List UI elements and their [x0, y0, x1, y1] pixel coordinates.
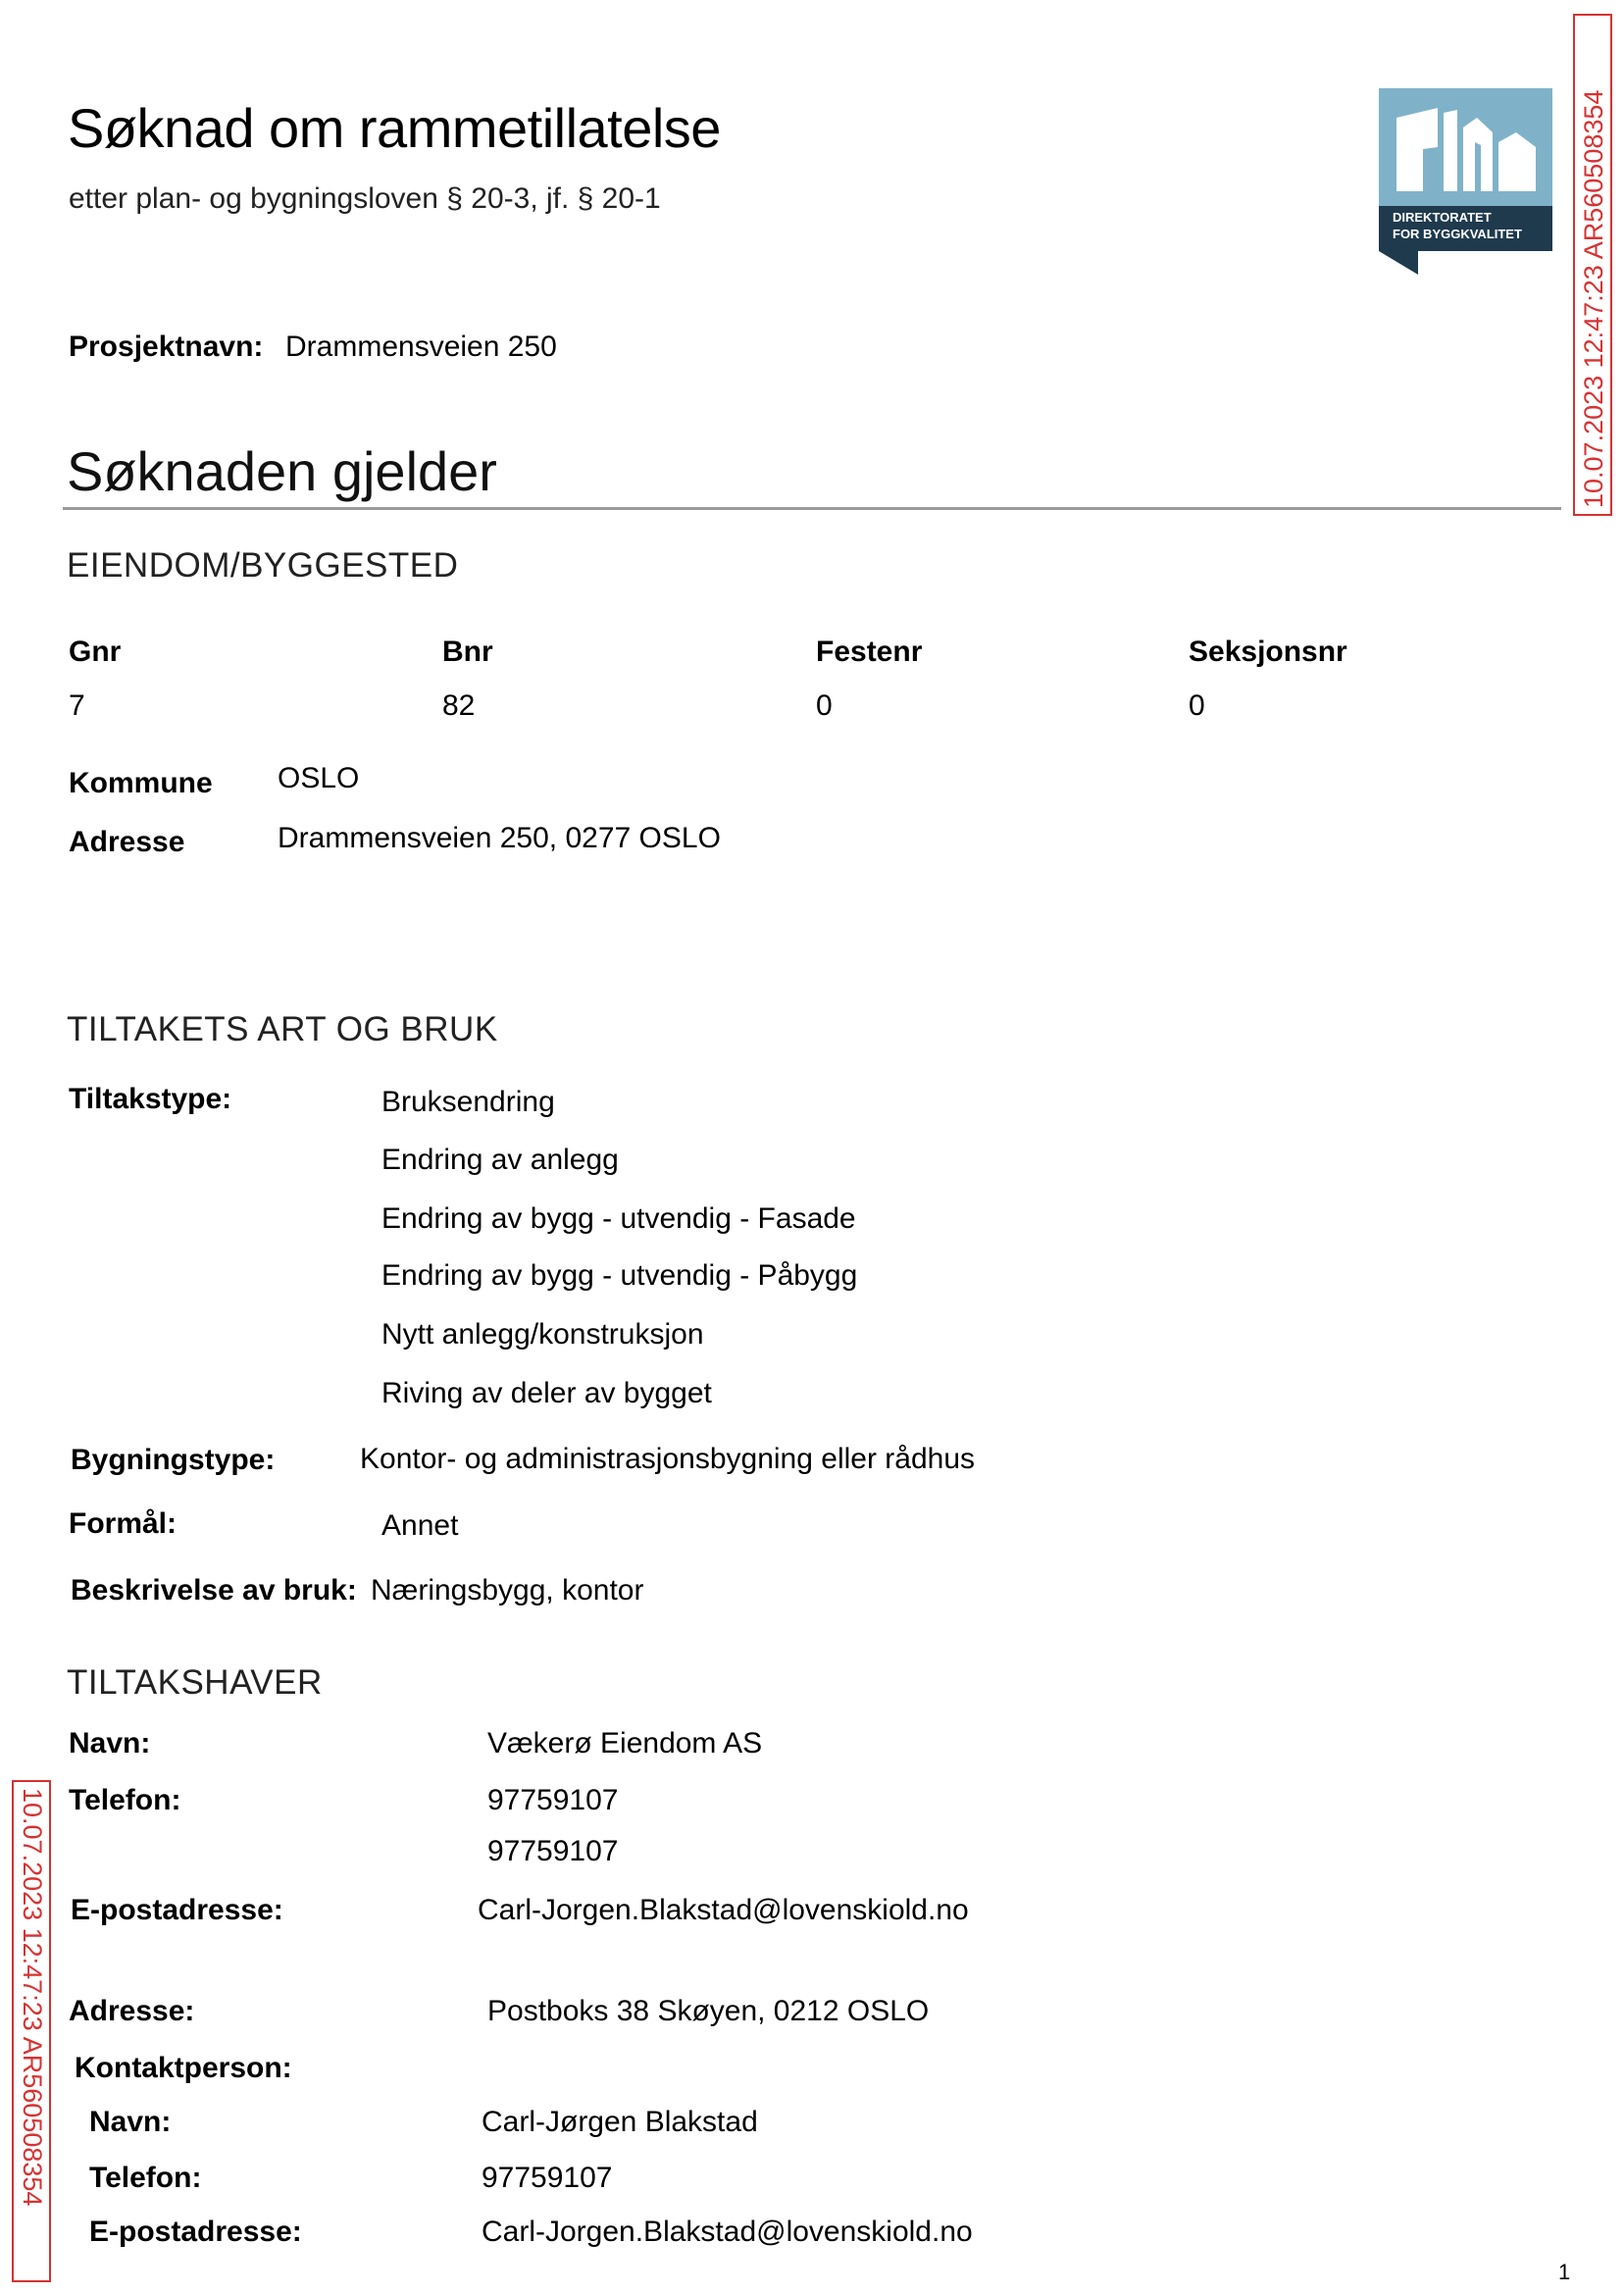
kommune-value: OSLO: [278, 762, 360, 794]
tiltakstype-item: Endring av bygg - utvendig - Påbygg: [381, 1259, 858, 1292]
value-festenr: 0: [816, 689, 833, 722]
kp-epost-value: Carl-Jorgen.Blakstad@lovenskiold.no: [482, 2216, 973, 2248]
tiltak-heading: TILTAKETS ART OG BRUK: [67, 1010, 498, 1048]
kp-epost-label: E-postadresse:: [89, 2216, 302, 2248]
adresse-label: Adresse: [69, 826, 185, 858]
tiltakshaver-heading: TILTAKSHAVER: [67, 1663, 323, 1702]
telefon-label: Telefon:: [69, 1784, 181, 1816]
project-name-label: Prosjektnavn:: [69, 331, 264, 363]
bygningstype-label: Bygningstype:: [71, 1444, 276, 1476]
tiltakstype-item: Riving av deler av bygget: [381, 1377, 712, 1409]
epost-label: E-postadresse:: [71, 1894, 283, 1926]
value-seksjonsnr: 0: [1189, 689, 1205, 722]
kp-navn-value: Carl-Jørgen Blakstad: [482, 2106, 758, 2138]
section-divider: [63, 507, 1561, 510]
property-heading: EIENDOM/BYGGESTED: [67, 546, 459, 585]
bygningstype-value: Kontor- og administrasjonsbygning eller rådhus: [360, 1443, 976, 1475]
logo-text-line2: FOR BYGGKVALITET: [1393, 227, 1522, 241]
logo-text-line1: DIREKTORATET: [1393, 210, 1492, 225]
project-name-value: Drammensveien 250: [285, 331, 557, 363]
navn-value: Vækerø Eiendom AS: [487, 1727, 763, 1759]
tiltakstype-label: Tiltakstype:: [69, 1083, 232, 1115]
telefon-value-2: 97759107: [487, 1835, 619, 1867]
tiltakstype-item: Endring av bygg - utvendig - Fasade: [381, 1202, 856, 1235]
timestamp-stamp-right: [1573, 14, 1612, 516]
tiltakstype-item: Endring av anlegg: [381, 1144, 619, 1176]
kp-navn-label: Navn:: [89, 2106, 172, 2138]
kommune-label: Kommune: [69, 767, 213, 799]
formal-value: Annet: [381, 1509, 459, 1542]
telefon-value: 97759107: [487, 1784, 619, 1816]
tiltakshaver-adresse-value: Postboks 38 Skøyen, 0212 OSLO: [487, 1995, 930, 2027]
col-header-seksjonsnr: Seksjonsnr: [1189, 636, 1347, 668]
adresse-value: Drammensveien 250, 0277 OSLO: [278, 822, 721, 854]
tiltakstype-item: Bruksendring: [381, 1086, 555, 1118]
tiltakshaver-adresse-label: Adresse:: [69, 1995, 195, 2027]
document-title: Søknad om rammetillatelse: [68, 97, 721, 159]
document-subtitle: etter plan- og bygningsloven § 20-3, jf. § 20-1: [69, 182, 661, 215]
dibk-logo: [1379, 88, 1552, 275]
stamp-left-text: 10.07.2023 12:47:23 AR560508354: [18, 1788, 47, 2207]
col-header-gnr: Gnr: [69, 636, 122, 668]
timestamp-stamp-left: [12, 1780, 51, 2282]
stamp-right-text: 10.07.2023 12:47:23 AR560508354: [1579, 89, 1608, 508]
kp-telefon-label: Telefon:: [89, 2162, 202, 2194]
navn-label: Navn:: [69, 1727, 151, 1759]
value-gnr: 7: [69, 689, 85, 722]
kontaktperson-label: Kontaktperson:: [75, 2052, 292, 2084]
building-logo-icon: [1379, 88, 1552, 275]
formal-label: Formål:: [69, 1507, 178, 1540]
beskrivelse-label: Beskrivelse av bruk:: [71, 1574, 357, 1606]
tiltakstype-item: Nytt anlegg/konstruksjon: [381, 1318, 704, 1351]
beskrivelse-value: Næringsbygg, kontor: [371, 1574, 644, 1606]
col-header-festenr: Festenr: [816, 636, 923, 668]
epost-value: Carl-Jorgen.Blakstad@lovenskiold.no: [478, 1894, 969, 1926]
section-title: Søknaden gjelder: [67, 440, 497, 502]
kp-telefon-value: 97759107: [482, 2162, 613, 2194]
value-bnr: 82: [442, 689, 476, 722]
page-number: 1: [1558, 2260, 1571, 2284]
col-header-bnr: Bnr: [442, 636, 493, 668]
